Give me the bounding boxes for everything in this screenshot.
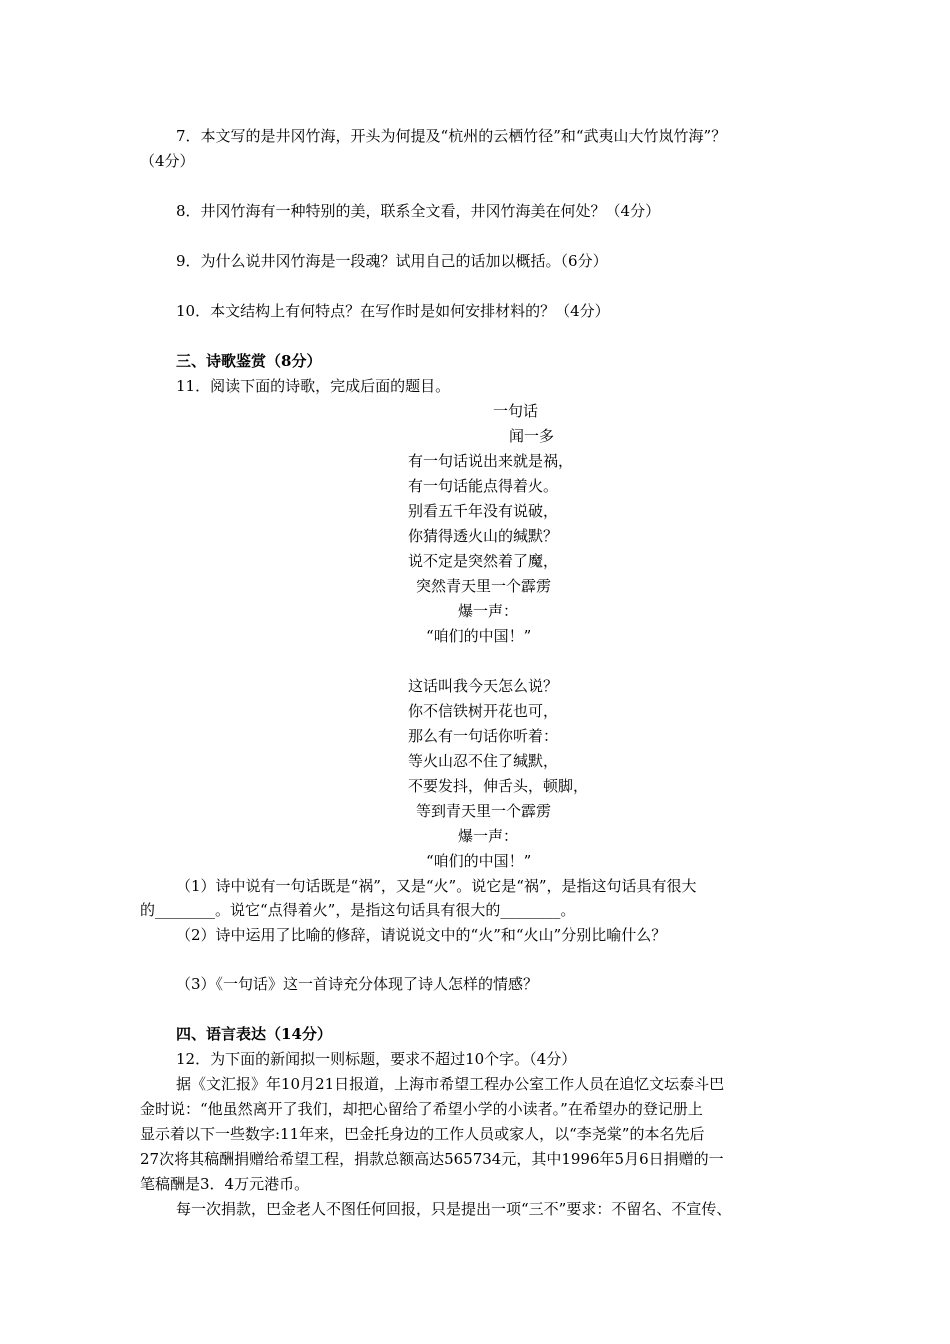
news-paragraph-line: 显示着以下一些数字:11年来，巴金托身边的工作人员或家人，以“李尧棠”的本名先后 [140, 1125, 705, 1143]
poem-line: 你不信铁树开花也可， [408, 702, 559, 720]
news-paragraph-line: 27次将其稿酬捐赠给希望工程，捐款总额高达565734元，其中1996年5月6日捐赠的一 [140, 1150, 724, 1168]
question-7-line-2: （4分） [140, 152, 195, 170]
poem-line: “咱们的中国！” [426, 852, 532, 870]
question-8: 8．井冈竹海有一种特别的美，联系全文看，井冈竹海美在何处？（4分） [176, 202, 661, 220]
question-9: 9．为什么说井冈竹海是一段魂？试用自己的话加以概括。（6分） [176, 252, 608, 270]
question-7-line-1: 7．本文写的是井冈竹海，开头为何提及“杭州的云栖竹径”和“武夷山大竹岚竹海”？ [176, 127, 727, 145]
poem-line: 不要发抖，伸舌头，顿脚， [408, 777, 589, 795]
poem-line: 说不定是突然着了魔， [408, 552, 559, 570]
question-12: 12．为下面的新闻拟一则标题，要求不超过10个字。（4分） [176, 1050, 577, 1068]
poem-line: 突然青天里一个霹雳 [416, 577, 552, 595]
poem-line: 爆一声： [458, 602, 519, 620]
news-paragraph-line: 据《文汇报》年10月21日报道，上海市希望工程办公室工作人员在追忆文坛泰斗巴 [176, 1075, 725, 1093]
news-paragraph-line: 金时说：“他虽然离开了我们，却把心留给了希望小学的小读者。”在希望办的登记册上 [140, 1100, 703, 1118]
section-4-heading: 四、语言表达（14分） [176, 1025, 332, 1043]
poem-line: 你猜得透火山的缄默？ [408, 527, 559, 545]
section-3-heading: 三、诗歌鉴赏（8分） [176, 352, 322, 370]
sub-question-1-line-2: 的________。说它“点得着火”，是指这句话具有很大的________。 [140, 901, 576, 919]
poem-author: 闻一多 [509, 427, 555, 445]
poem-line: 等到青天里一个霹雳 [416, 802, 552, 820]
poem-line: 有一句话能点得着火。 [408, 477, 559, 495]
sub-question-2: （2）诗中运用了比喻的修辞，请说说文中的“火”和“火山”分别比喻什么？ [176, 926, 667, 944]
poem-line: 别看五千年没有说破， [408, 502, 559, 520]
poem-line: “咱们的中国！” [426, 627, 532, 645]
question-10: 10．本文结构上有何特点？在写作时是如何安排材料的？（4分） [176, 302, 610, 320]
news-paragraph-line: 笔稿酬是3．4万元港币。 [140, 1175, 310, 1193]
sub-question-1-line-1: （1）诗中说有一句话既是“祸”，又是“火”。说它是“祸”，是指这句话具有很大 [176, 877, 697, 895]
poem-line: 这话叫我今天怎么说？ [408, 677, 559, 695]
poem-line: 等火山忍不住了缄默， [408, 752, 559, 770]
sub-question-3: （3）《一句话》这一首诗充分体现了诗人怎样的情感？ [176, 975, 539, 993]
poem-title: 一句话 [493, 402, 539, 420]
poem-line: 爆一声： [458, 827, 519, 845]
question-11: 11．阅读下面的诗歌，完成后面的题目。 [176, 377, 451, 395]
poem-line: 那么有一句话你听着： [408, 727, 559, 745]
news-paragraph-2: 每一次捐款，巴金老人不图任何回报，只是提出一项“三不”要求：不留名、不宣传、 [176, 1200, 732, 1218]
poem-line: 有一句话说出来就是祸， [408, 452, 574, 470]
